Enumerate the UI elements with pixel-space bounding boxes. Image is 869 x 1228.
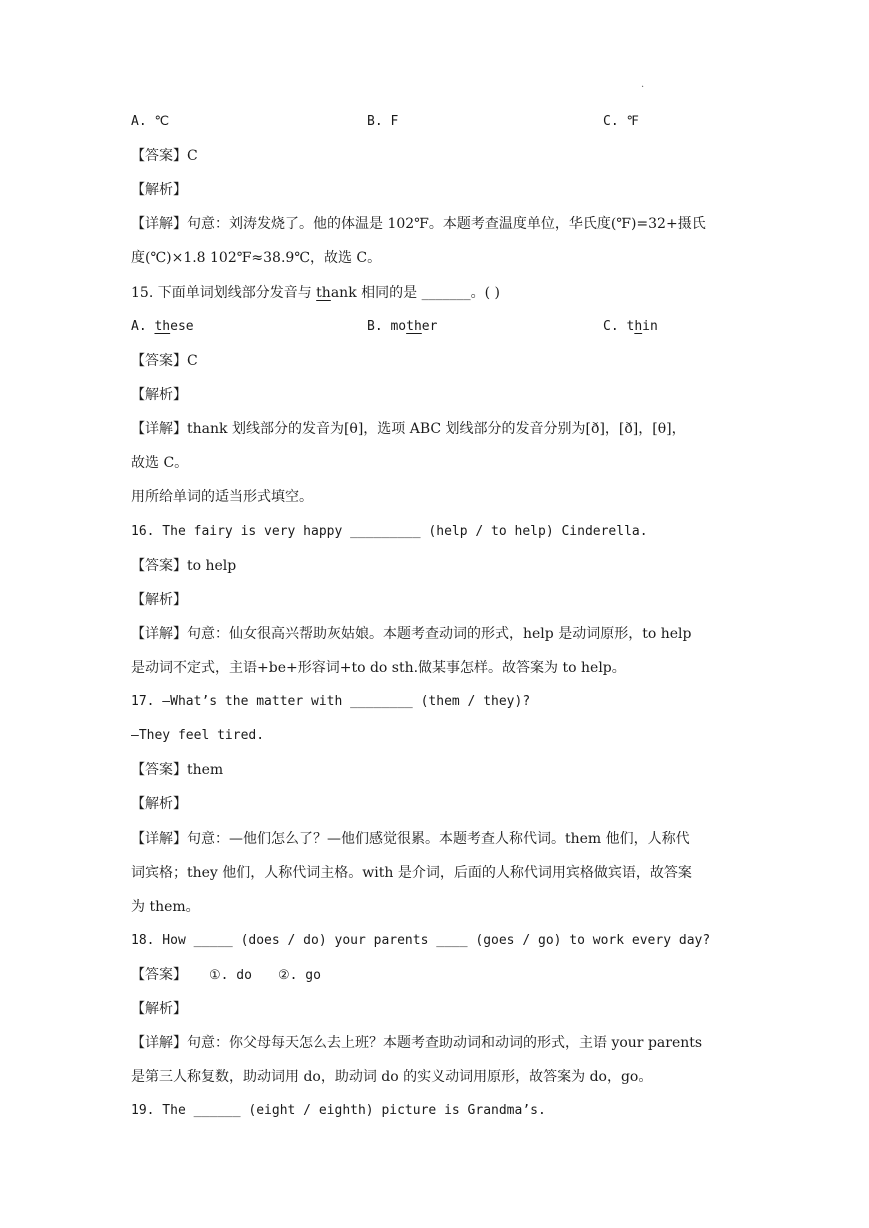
q14-answer: 【答案】C bbox=[131, 148, 198, 164]
q14-option-a: A. ℃ bbox=[131, 114, 170, 129]
q16-answer: 【答案】to help bbox=[131, 558, 237, 574]
q15-question bbox=[131, 283, 769, 303]
q14-analysis-label: 【解析】 bbox=[131, 182, 187, 198]
q18-answer-2: ②. go bbox=[277, 968, 321, 983]
q17-detail-line-2: 词宾格；they 他们，人称代词主格。with 是介词，后面的人称代词用宾格做宾语，故答案 bbox=[131, 865, 692, 881]
q15-option-c bbox=[603, 317, 658, 337]
q17-detail-line-3: 为 them。 bbox=[131, 899, 200, 915]
q16-analysis-label: 【解析】 bbox=[131, 592, 187, 608]
q18-answer-label: 【答案】 bbox=[131, 967, 187, 983]
q15-option-b-suffix: er bbox=[421, 319, 438, 334]
q15-option-b bbox=[367, 317, 437, 337]
q17-detail-line-1: 【详解】句意：—他们怎么了？—他们感觉很累。本题考查人称代词。them 他们，人称代 bbox=[131, 831, 690, 847]
section-title: 用所给单词的适当形式填空。 bbox=[131, 489, 313, 505]
q14-detail-line-1: 【详解】句意：刘涛发烧了。他的体温是 102℉。本题考查温度单位，华氏度(℉)=32+摄氏 bbox=[131, 216, 706, 232]
q15-question-underlined: th bbox=[316, 285, 331, 301]
q18-analysis-label: 【解析】 bbox=[131, 1001, 187, 1017]
q14-option-c: C. ℉ bbox=[603, 114, 639, 129]
q15-option-b-prefix: B. mo bbox=[367, 319, 407, 334]
q17-answer: 【答案】them bbox=[131, 762, 224, 778]
q16-detail-line-1: 【详解】句意：仙女很高兴帮助灰姑娘。本题考查动词的形式，help 是动词原形，to help bbox=[131, 626, 692, 642]
q15-option-c-prefix: C. t bbox=[603, 319, 635, 334]
q14-detail-line-2: 度(℃)×1.8 102℉≈38.9℃，故选 C。 bbox=[131, 250, 382, 266]
q15-option-a bbox=[131, 317, 194, 337]
q18-answer bbox=[131, 965, 769, 986]
q15-detail-line-1: 【详解】thank 划线部分的发音为[θ]，选项 ABC 划线部分的发音分别为[ð]，[ð]，[θ]， bbox=[131, 421, 686, 437]
q15-analysis-label: 【解析】 bbox=[131, 387, 187, 403]
q18-answer-1: ①. do bbox=[209, 968, 252, 983]
q15-question-prefix: 15. 下面单词划线部分发音与 bbox=[131, 285, 317, 301]
q16-detail-line-2: 是动词不定式，主语+be+形容词+to do sth.做某事怎样。故答案为 to help。 bbox=[131, 660, 626, 676]
q15-option-a-prefix: A. bbox=[131, 319, 155, 334]
q15-answer: 【答案】C bbox=[131, 353, 198, 369]
q15-question-suffix: ank 相同的是 _______。( ) bbox=[330, 285, 500, 301]
q16-question: 16. The fairy is very happy _________ (help / to help) Cinderella. bbox=[131, 524, 648, 539]
q15-detail-line-2: 故选 C。 bbox=[131, 455, 189, 471]
q18-detail-line-2: 是第三人称复数，助动词用 do，助动词 do 的实义动词用原形，故答案为 do，go。 bbox=[131, 1069, 653, 1085]
q17-analysis-label: 【解析】 bbox=[131, 796, 187, 812]
q15-option-b-underlined: th bbox=[406, 319, 422, 334]
q19-question: 19. The ______ (eight / eighth) picture is Grandma’s. bbox=[131, 1103, 546, 1118]
q15-option-a-suffix: ese bbox=[170, 319, 194, 334]
q17-reply: —They feel tired. bbox=[131, 728, 265, 743]
corner-mark: · bbox=[641, 82, 645, 93]
q15-option-c-underlined: h bbox=[634, 319, 643, 334]
q17-question: 17. —What’s the matter with ________ (them / they)? bbox=[131, 694, 531, 709]
q18-question: 18. How _____ (does / do) your parents ____ (goes / go) to work every day? bbox=[131, 933, 711, 948]
q15-option-a-underlined: th bbox=[154, 319, 171, 334]
q15-option-c-suffix: in bbox=[642, 319, 658, 334]
q18-detail-line-1: 【详解】句意：你父母每天怎么去上班？本题考查助动词和动词的形式，主语 your parents bbox=[131, 1035, 703, 1051]
q14-option-b: B. F bbox=[367, 114, 399, 129]
